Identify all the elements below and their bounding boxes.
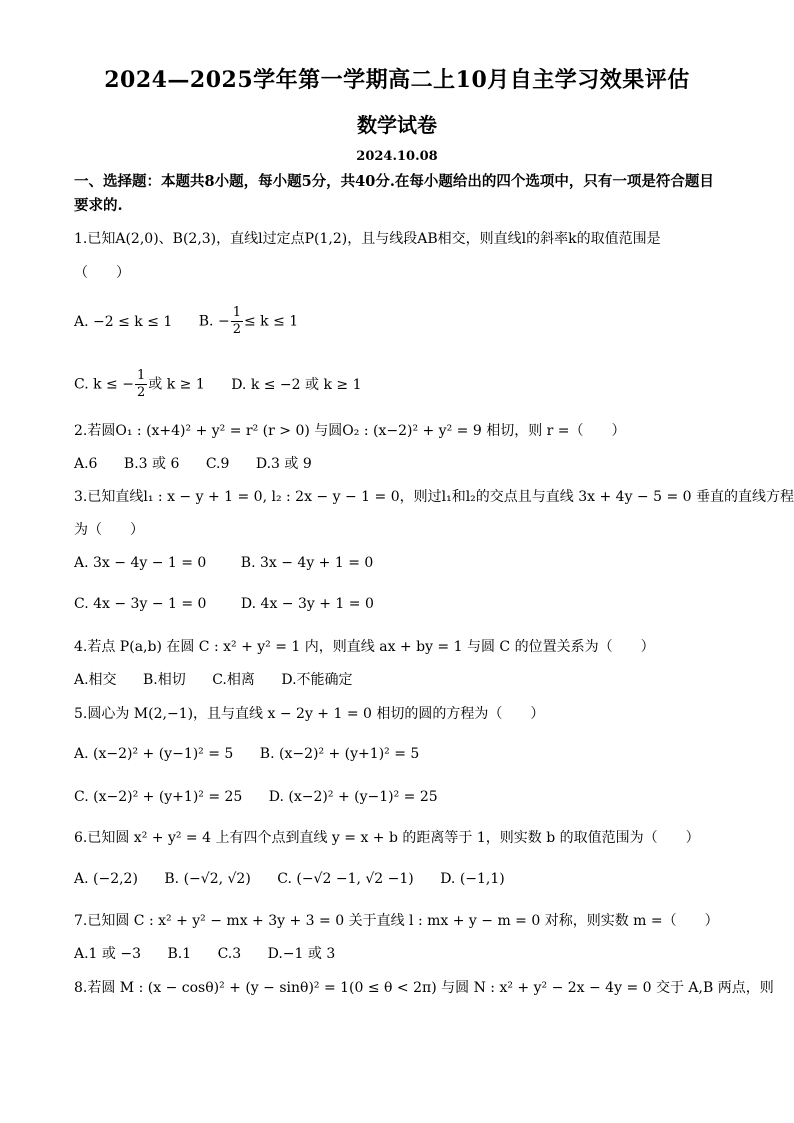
fraction-numerator: 1 (136, 368, 146, 383)
fraction-denominator: 2 (232, 322, 241, 337)
question-3-stem-cont: 为（ ） (74, 522, 144, 538)
question-4-options (74, 670, 375, 690)
option-c: C.相离 (212, 672, 255, 688)
option-c: C. (x−2)² + (y+1)² = 25 (74, 789, 243, 805)
question-5-options-row-2 (74, 787, 460, 807)
option-d: D.不能确定 (281, 672, 353, 688)
question-8-stem: 8.若圆 M : (x − cosθ)² + (y − sinθ)² = 1(0 ≤ θ < 2π) 与圆 N : x² + y² − 2x − 4y = 0 交于 A,B 两点，则 (74, 980, 774, 996)
question-2-options (74, 454, 334, 474)
question-3-stem: 3.已知直线l₁ : x − y + 1 = 0, l₂ : 2x − y − 1 = 0，则过l₁和l₂的交点且与直线 3x + 4y − 5 = 0 垂直的直线方程 (74, 489, 794, 505)
option-d: D. (x−2)² + (y−1)² = 25 (268, 789, 438, 805)
question-1-options-row-1 (74, 305, 320, 338)
question-7-stem: 7.已知圆 C : x² + y² − mx + 3y + 3 = 0 关于直线 l : mx + y − m = 0 对称，则实数 m =（ ） (74, 913, 719, 929)
question-1-bracket: （ ） (74, 265, 130, 281)
option-a: A. −2 ≤ k ≤ 1 (74, 313, 173, 330)
question-2-stem: 2.若圆O₁ : (x+4)² + y² = r² (r > 0) 与圆O₂ : (x−2)² + y² = 9 相切，则 r =（ ） (74, 423, 626, 439)
question-7-options (74, 944, 357, 964)
question-5-stem: 5.圆心为 M(2,−1)，且与直线 x − 2y + 1 = 0 相切的圆的方程为（ ） (74, 706, 545, 722)
option-a: A. (−2,2) (74, 871, 138, 887)
exam-date: 2024.10.08 (356, 149, 438, 164)
fraction-half (135, 368, 147, 401)
option-b-suffix: ≤ k ≤ 1 (243, 313, 299, 330)
page-subtitle: 数学试卷 (357, 113, 437, 137)
question-5-options-row-1 (74, 744, 441, 764)
section-heading: 一、选择题：本题共8小题，每小题5分，共40分.在每小题给出的四个选项中，只有一项是符合题目要求的. (74, 173, 714, 214)
option-a: A.1 或 −3 (74, 946, 142, 962)
option-c-prefix: C. k ≤ − (74, 376, 134, 393)
option-b: B. 3x − 4y + 1 = 0 (240, 555, 374, 571)
option-b: B.3 或 6 (123, 456, 180, 472)
question-3-options-row-1 (74, 553, 395, 573)
option-b-prefix: B. − (198, 313, 230, 330)
option-b: B.1 (167, 946, 192, 962)
option-c: C.9 (205, 456, 230, 472)
question-6-options (74, 869, 527, 889)
fraction-numerator: 1 (232, 305, 241, 320)
option-d: D.3 或 9 (255, 456, 312, 472)
fraction-denominator: 2 (136, 385, 146, 400)
fraction-half (231, 305, 243, 338)
option-b: B. (−√2, √2) (164, 871, 251, 887)
option-c: C. 4x − 3y − 1 = 0 (74, 596, 207, 612)
option-c: C. (−√2 −1, √2 −1) (277, 871, 414, 887)
option-c-suffix: 或 k ≥ 1 (148, 376, 205, 393)
question-6-stem: 6.已知圆 x² + y² = 4 上有四个点到直线 y = x + b 的距离等于 1，则实数 b 的取值范围为（ ） (74, 830, 700, 846)
option-d: D.−1 或 3 (267, 946, 336, 962)
option-d: D. k ≤ −2 或 k ≥ 1 (231, 376, 362, 393)
option-a: A.相交 (74, 672, 117, 688)
question-1-options-row-2 (74, 368, 384, 401)
option-c (74, 368, 205, 401)
option-b: B. (x−2)² + (y+1)² = 5 (259, 746, 420, 762)
question-1-stem: 1.已知A(2,0)、B(2,3)，直线l过定点P(1,2)，且与线段AB相交，则直线l的斜率k的取值范围是 (74, 231, 661, 247)
option-a: A. 3x − 4y − 1 = 0 (74, 555, 207, 571)
question-3-options-row-2 (74, 594, 396, 614)
option-b: B.相切 (143, 672, 186, 688)
option-b (199, 305, 298, 338)
option-d: D. 4x − 3y + 1 = 0 (240, 596, 374, 612)
page-title: 2024—2025学年第一学期高二上10月自主学习效果评估 (104, 67, 690, 93)
option-a: A. (x−2)² + (y−1)² = 5 (74, 746, 234, 762)
option-d: D. (−1,1) (440, 871, 505, 887)
option-a: A.6 (74, 456, 98, 472)
option-c: C.3 (217, 946, 242, 962)
question-4-stem: 4.若点 P(a,b) 在圆 C : x² + y² = 1 内，则直线 ax + by = 1 与圆 C 的位置关系为（ ） (74, 639, 655, 655)
